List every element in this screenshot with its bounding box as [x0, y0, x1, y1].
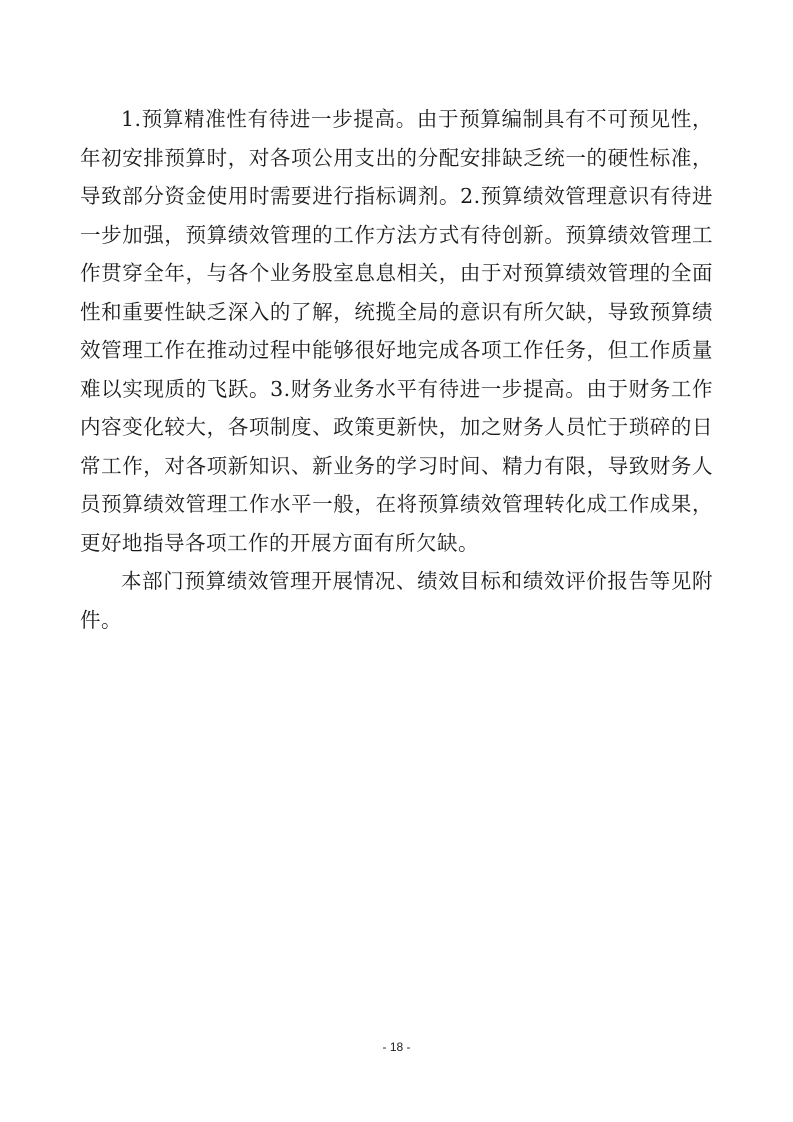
paragraph-line: 员预算绩效管理工作水平一般，在将预算绩效管理转化成工作成果， — [80, 492, 713, 516]
paragraph-line: 导致部分资金使用时需要进行指标调剂。2.预算绩效管理意识有待进 — [80, 184, 713, 208]
paragraph-line: 性和重要性缺乏深入的了解，统揽全局的意识有所欠缺，导致预算绩 — [80, 299, 713, 324]
paragraph-line: 更好地指导各项工作的开展方面有所欠缺。 — [80, 530, 479, 555]
paragraph-line: 一步加强，预算绩效管理的工作方法方式有待创新。预算绩效管理工 — [80, 222, 713, 247]
body-text — [80, 100, 713, 639]
paragraph-line: 难以实现质的飞跃。3.财务业务水平有待进一步提高。由于财务工作 — [80, 376, 713, 401]
paragraph-line: 年初安排预算时，对各项公用支出的分配安排缺乏统一的硬性标准， — [80, 145, 713, 170]
paragraph-line: 常工作，对各项新知识、新业务的学习时间、精力有限，导致财务人 — [80, 453, 713, 478]
paragraph-line: 1.预算精准性有待进一步提高。由于预算编制具有不可预见性， — [121, 107, 713, 131]
paragraph-2 — [80, 562, 713, 639]
paragraph-line: 作贯穿全年，与各个业务股室息息相关，由于对预算绩效管理的全面 — [80, 261, 713, 285]
paragraph-line: 件。 — [80, 607, 122, 632]
paragraph-line: 内容变化较大，各项制度、政策更新快，加之财务人员忙于琐碎的日 — [80, 415, 713, 439]
paragraph-line: 效管理工作在推动过程中能够很好地完成各项工作任务，但工作质量 — [80, 338, 713, 362]
paragraph-line: 本部门预算绩效管理开展情况、绩效目标和绩效评价报告等见附 — [121, 569, 713, 593]
page-number: - 18 - — [382, 1040, 411, 1054]
paragraph-1 — [80, 100, 713, 562]
